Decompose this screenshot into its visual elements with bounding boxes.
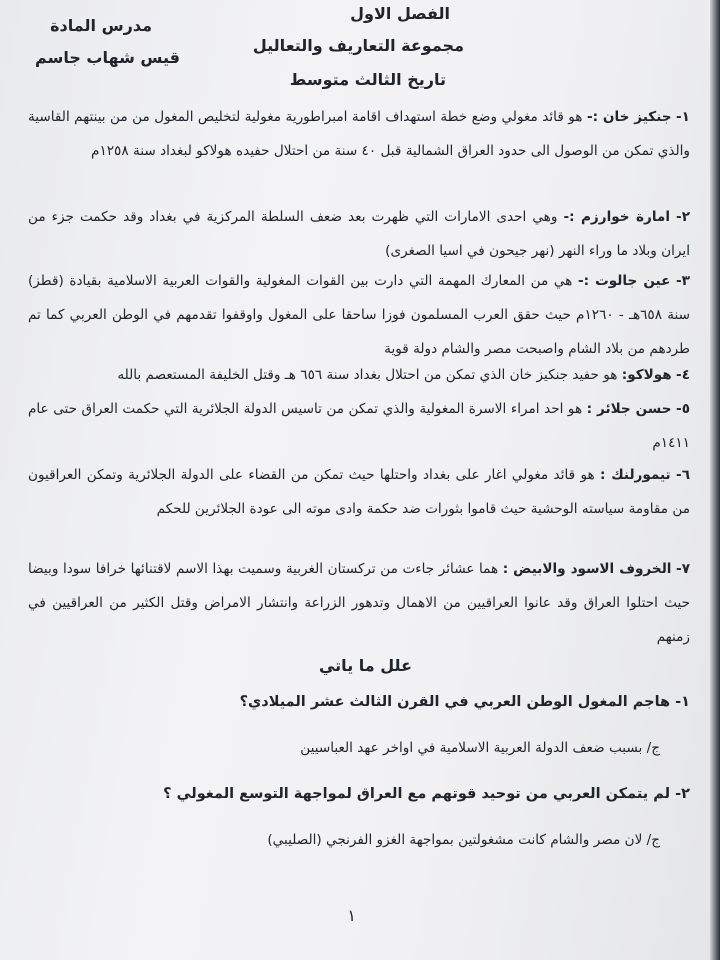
definition-text: هما عشائر جاءت من تركستان الغربية وسميت بهذا الاسم لاقتنائها خرافا سودا وبيضا حيث احتلوا العراق وقد عانوا العراقيين من الاهمال وتدهور الزراعة وانتشار الامراض وقتل الكثير من العراقيين في زمنهم xyxy=(28,561,690,645)
definition-text: هو حفيد جنكيز خان الذي تمكن من احتلال بغداد سنة ٦٥٦ هـ وقتل الخليفة المستعصم بالله xyxy=(117,367,618,383)
definition-number: ٧- xyxy=(676,561,691,577)
definition-term: تيمورلنك : xyxy=(600,467,671,483)
definition-number: ٦- xyxy=(676,467,690,483)
definition-text: هي من المعارك المهمة التي دارت بين القوات المغولية والقوات العربية الاسلامية بقيادة (قطز) سنة ٦٥٨هـ - ١٢٦٠م حيث حقق العرب المسلمون فوزا ساحقا على المغول واوقفوا تقدمهم في الوطن العربي كما تم طردهم من بلاد الشام واصبحت مصر والشام دولة قوية xyxy=(28,273,690,357)
definition-number: ١- xyxy=(676,109,690,125)
definition-term: حسن جلائر : xyxy=(586,401,672,417)
definition-item xyxy=(28,264,690,366)
definition-term: الخروف الاسود والابيض : xyxy=(502,561,672,577)
definition-item xyxy=(28,552,690,654)
reason-answer: ج/ لان مصر والشام كانت مشغولتين بمواجهة الغزو الفرنجي (الصليبي) xyxy=(267,832,660,848)
page-number: ١ xyxy=(347,906,356,925)
definition-item xyxy=(28,458,690,526)
definition-text: هو قائد مغولي وضع خطة استهداف اقامة امبراطورية مغولية لتخليص المغول من من بينتهم القاسية والذي تمكن من الوصول الى حدود العراق الشمالية قبل ٤٠ سنة من احتلال حفيده هولاكو لبغداد سنة ١٢٥٨م xyxy=(28,109,690,159)
reason-answer: ج/ بسبب ضعف الدولة العربية الاسلامية في اواخر عهد العباسيين xyxy=(300,740,660,756)
definition-item xyxy=(28,200,690,268)
reasons-section-title: علل ما ياتي xyxy=(318,656,412,675)
teacher-title: مدرس المادة xyxy=(50,16,152,35)
definition-number: ٢- xyxy=(676,209,691,225)
definition-text: وهي احدى الامارات التي ظهرت بعد ضعف السلطة المركزية في بغداد وقد حكمت جزء من ايران وبلاد ما وراء النهر (نهر جيحون في اسيا الصغرى) xyxy=(28,209,690,259)
definition-text: هو احد امراء الاسرة المغولية والذي تمكن من تاسيس الدولة الجلائرية التي حكمت العراق حتى عام ١٤١١م xyxy=(28,401,690,451)
subject-title: تاريخ الثالث متوسط xyxy=(289,70,446,89)
definition-item xyxy=(28,100,690,168)
chapter-title: الفصل الاول xyxy=(350,4,450,23)
definition-term: عين جالوت :- xyxy=(577,273,671,289)
definition-text: هو قائد مغولي اغار على بغداد واحتلها حيث تمكن من القضاء على الدولة الجلائرية وتمكن العراقيون من مقاومة سياسته الوحشية حيث قاموا بثورات ضد حكمة وادى موته الى عودة الجلائرين للحكم xyxy=(28,467,690,517)
page-edge xyxy=(710,0,720,960)
definition-number: ٣- xyxy=(676,273,690,289)
definition-item xyxy=(28,358,690,392)
definition-number: ٥- xyxy=(676,401,690,417)
definition-number: ٤- xyxy=(676,367,690,383)
teacher-name: قيس شهاب جاسم xyxy=(35,48,180,67)
reason-question: ٢- لم يتمكن العربي من توحيد قوتهم مع العراق لمواجهة التوسع المغولي ؟ xyxy=(163,786,690,802)
definition-item xyxy=(28,392,690,460)
group-title: مجموعة التعاريف والتعاليل xyxy=(252,36,464,55)
definition-term: جنكيز خان :- xyxy=(586,109,672,125)
reason-question: ١- هاجم المغول الوطن العربي في القرن الثالث عشر الميلادي؟ xyxy=(239,694,690,710)
definition-term: هولاكو: xyxy=(621,367,672,383)
definition-term: امارة خوارزم :- xyxy=(563,209,671,225)
